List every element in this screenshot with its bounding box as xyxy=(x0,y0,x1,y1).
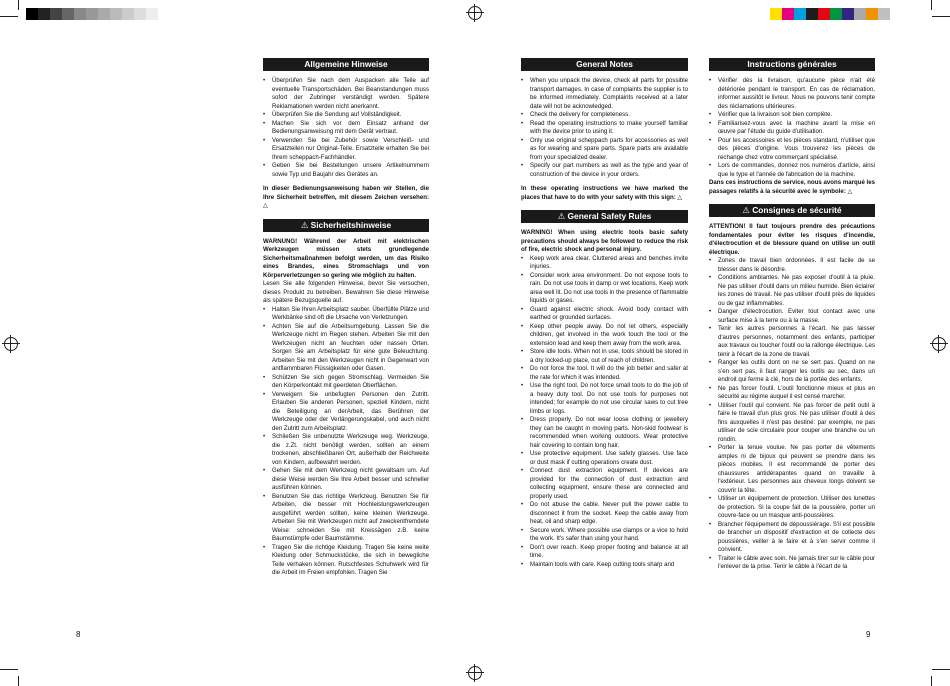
list-item: • Gehen Sie mit dem Werkzeug nicht gewaltsam um. Auf diese Weise werden Sie Ihre Arbeit besser und schneller ausführen können. xyxy=(263,467,429,493)
list-item: • Specify our part numbers as well as the type and year of construction of the device in your orders. xyxy=(521,162,688,179)
list-item: • Pour les accessoires et les pièces standard, n'utiliser que des pièces d'origine. Vous trouverez les pièces de rechange chez votre commerçant spécialisé. xyxy=(709,137,875,163)
column-english xyxy=(521,58,688,569)
registration-mark xyxy=(468,666,482,680)
grayscale-bar xyxy=(26,8,158,20)
list-item: • Vérifier dès la livraison, qu'aucune pièce n'ait été détériorée pendant le transport. En cas de réclamation, informer aussitôt le livreur. Nous ne pouvons tenir compte des réclamations ultérieures. xyxy=(709,77,875,111)
bullet-list xyxy=(709,77,875,179)
list-item: • Benutzen Sie das richtige Werkzeug. Benutzen Sie für Arbeiten, die besser mit Hochleistungswerkzeugen ausgeführt werden sollten, keine kleinen Werkzeuge. Arbeiten Sie mit Werkzeugen nicht auf zweckentfremdete Weise: schneiden Sie mit Kreissägen z.B. keine Baumstümpfe oder Baumstämme. xyxy=(263,493,429,544)
list-item: • Keep work area clear. Cluttered areas and benches invite injuries. xyxy=(521,255,688,272)
list-item: • Verwenden Sie bei Zubehör sowie Verschleiß- und Ersatzteilen nur Original-Teile. Ersatzteile erhalten Sie bei Ihrem scheppach-Fachhändler. xyxy=(263,137,429,163)
section-header: Allgemeine Hinweise xyxy=(263,58,429,71)
crop-mark xyxy=(0,16,18,17)
safety-note: Dans ces instructions de service, nous avons marqué les passages relatifs à la sécurité avec le symbole: △ xyxy=(709,179,875,195)
crop-mark xyxy=(931,676,932,686)
list-item: • Only use original scheppach parts for accessories as well as for wearing and spare parts. Spare parts are available from your specialized dealer. xyxy=(521,137,688,163)
list-item: • Read the operating instructions to make yourself familiar with the device prior to using it. xyxy=(521,120,688,137)
crop-mark xyxy=(932,16,950,17)
section-header: ⚠ Consignes de sécurité xyxy=(709,204,875,217)
safety-note: In these operating instructions we have marked the places that have to do with your safety with this sign: △ xyxy=(521,185,688,201)
bullet-list xyxy=(709,257,875,572)
crop-mark xyxy=(932,669,950,670)
crop-mark xyxy=(18,0,19,10)
column-german xyxy=(263,58,429,578)
column-french xyxy=(709,58,875,572)
list-item: • Secure work. Where possible use clamps or a vice to hold the work. It's safer than using your hand. xyxy=(521,527,688,544)
list-item: • Ranger les outils dont on ne se sert pas. Quand on ne s'en sert pas, il faut ranger les outils au sec, dans un endroit qui ferme à clé, hors de la portée des enfants. xyxy=(709,359,875,385)
list-item: • Überprüfen Sie die Sendung auf Vollständigkeit. xyxy=(263,111,429,120)
section-header: General Notes xyxy=(521,58,688,71)
list-item: • Ne pas forcer l'outil. L'outil fonctionne mieux et plus en sécurité au régime auquel il est censé marcher. xyxy=(709,385,875,402)
list-item: • Use the right tool. Do not force small tools to do the job of a heavy duty tool. Do not use tools for purposes not intended; for example do not use circular saws to cut tree limbs or logs. xyxy=(521,382,688,416)
list-item: • Maintain tools with care. Keep cutting tools sharp and xyxy=(521,561,688,570)
list-item: • Geben Sie bei Bestellungen unsere Artikelnummern sowie Typ und Baujahr des Gerätes an. xyxy=(263,162,429,179)
registration-mark xyxy=(4,337,18,351)
list-item: • Check the delivery for completeness. xyxy=(521,111,688,120)
page-number-right: 9 xyxy=(866,630,871,639)
bullet-list xyxy=(263,306,429,578)
section-header: ⚠ General Safety Rules xyxy=(521,210,688,223)
list-item: • Connect dust extraction equipment. If devices are provided for the connection of dust extraction and collecting equipment, ensure these are connected and properly used. xyxy=(521,467,688,501)
warning-text: ATTENTION! Il faut toujours prendre des précautions fondamentales pour éviter les risques d'incendie, d'électrocution et de blessure quand on utilise un outil électrique. xyxy=(709,223,875,256)
list-item: • Schützen Sie sich gegen Stromschlag. Vermeiden Sie den Körperkontakt mit geerdeten Oberflächen. xyxy=(263,374,429,391)
list-item: • Danger d'électrocution. Eviter tout contact avec une surface mise à la terre ou à la masse. xyxy=(709,308,875,325)
bullet-list xyxy=(521,255,688,570)
list-item: • Don't over reach. Keep proper footing and balance at all time. xyxy=(521,544,688,561)
list-item: • Utiliser l'outil qui convient. Ne pas forcer de petit outil à faire le travail d'un plus gros. Ne pas utiliser d'outil à des fins auxquelles il n'est pas destiné: par exemple, ne pas utiliser de scie circulaire pour couper une branche ou un rondin. xyxy=(709,402,875,445)
crop-mark xyxy=(931,0,932,10)
list-item: • Halten Sie Ihren Arbeitsplatz sauber. Überfüllte Plätze und Werkbänke sind oft die Ursache von Verletzungen. xyxy=(263,306,429,323)
warning-text: WARNUNG! Während der Arbeit mit elektrischen Werkzeugen müssen stets grundlegende Sicherheitsmaßnahmen befolgt werden, um das Risiko eines Brandes, eines Stromschlags und von Körperverletzungen so gering wie möglich zu halten. xyxy=(263,237,429,279)
bullet-list xyxy=(521,77,688,179)
list-item: • When you unpack the device, check all parts for possible transport damages. In case of complaints the supplier is to be informed immediately. Complaints received at a later date will not be acknowledged. xyxy=(521,77,688,111)
list-item: • Familiarisez-vous avec la machine avant la mise en œuvre par l'étude du guide d'utilisation. xyxy=(709,120,875,137)
list-item: • Consider work area environment. Do not expose tools to rain. Do not use tools in damp or wet locations. Keep work area well lit. Do not use tools in the presence of flammable liquids or gases. xyxy=(521,272,688,306)
list-item: • Guard against electric shock. Avoid body contact with earthed or grounded surfaces. xyxy=(521,306,688,323)
list-item: • Tragen Sie die richtige Kleidung. Tragen Sie keine weite Kleidung oder Schmuckstücke, die sich in bewegliche Teile verhaken können. Rutschfestes Schuhwerk wird für die Arbeit im Freien empfohlen. Tragen Sie xyxy=(263,544,429,578)
page-number-left: 8 xyxy=(76,630,81,639)
crop-mark xyxy=(18,676,19,686)
list-item: • Lors de commandes, donnez nos numéros d'article, ainsi que le type et l'année de fabrication de la machine. xyxy=(709,162,875,179)
list-item: • Porter la tenue voulue. Ne pas porter de vêtements amples ni de bijoux qui peuvent se prendre dans les pièces mobiles. Il est recommandé de porter des chaussures antidérapantes quand on travaille à l'extérieur. Les personnes aux cheveux longs doivent se couvrir la tête. xyxy=(709,444,875,495)
list-item: • Tenir les autres personnes à l'écart. Ne pas laisser d'autres personnes, notamment des enfants, participer aux travaux ou toucher l'outil ou la rallonge électrique. Les tenir à l'écart de la zone de travail. xyxy=(709,325,875,359)
list-item: • Dress properly. Do not wear loose clothing or jewellery they can be caught in moving parts. Non-skid footwear is recommended when working outdoors. Wear protective hair covering to contain long hair. xyxy=(521,416,688,450)
list-item: • Use protective equipment. Use safety glasses. Use face or dust mask if cutting operations create dust. xyxy=(521,450,688,467)
list-item: • Conditions ambiantes. Ne pas exposer d'outil à la pluie. Ne pas utiliser d'outil dans un milieu humide. Bien éclairer les zones de travail. Ne pas utiliser d'outil près de liquides ou de gaz inflammables. xyxy=(709,274,875,308)
section-header: Instructions générales xyxy=(709,58,875,71)
section-header: ⚠ Sicherheitshinweise xyxy=(263,219,429,232)
warning-text: WARNING! When using electric tools basic safety precautions should always be followed to reduce the risk of fire, electric shock and personal injury. xyxy=(521,229,688,253)
list-item: • Vérifier que la livraison soit bien complète. xyxy=(709,111,875,120)
list-item: • Store idle tools. When not in use, tools should be stored in a dry locked-up place, out of reach of children. xyxy=(521,348,688,365)
list-item: • Keep other people away. Do not let others, especially children, get involved in the work touch the tool or the extension lead and keep them away from the work area. xyxy=(521,323,688,349)
registration-mark xyxy=(932,337,946,351)
registration-mark xyxy=(468,6,482,20)
list-item: • Verweigern Sie unbefugten Personen den Zutritt. Erlauben Sie anderen Personen, speziell Kindern, nicht die Beteiligung an derArbeit, das Berühren der Werkzeuge oder der Verlängerungskabel, und auch nicht den Zutritt zum Arbeitsplatz. xyxy=(263,391,429,434)
list-item: • Zones de travail bien ordonnées. Il est facile de se blesser dans le désordre. xyxy=(709,257,875,274)
intro-text: Lesen Sie alle folgenden Hinweise, bevor Sie versuchen, dieses Produkt zu betreiben. Bewahren Sie diese Hinweise als spätere Bezugsquelle auf. xyxy=(263,280,429,304)
list-item: • Do not abuse the cable. Never pull the power cable to disconnect it from the socket. Keep the cable away from heat, oil and sharp edge. xyxy=(521,501,688,527)
color-bar xyxy=(770,8,890,20)
list-item: • Machen Sie sich vor dem Einsatz anhand der Bedienungsanweisung mit dem Gerät vertraut. xyxy=(263,120,429,137)
crop-mark xyxy=(0,669,18,670)
list-item: • Schließen Sie unbenutzte Werkzeuge weg. Werkzeuge, die z.Zt. nicht benötigt werden, sollten an einem trockenen, abschließbaren Ort, außerhalb der Reichweite von Kindern, aufbewahrt werden. xyxy=(263,433,429,467)
list-item: • Utiliser un équipement de protection. Utiliser des lunettes de protection. Si la coupe fait de la poussière, porter un couvre-face ou un masque anti-poussières. xyxy=(709,495,875,521)
safety-note: In dieser Bedienungsanweisung haben wir Stellen, die Ihre Sicherheit betreffen, mit diesem Zeichen versehen: △ xyxy=(263,185,429,209)
list-item: • Brancher l'équipement de dépoussiérage. S'il est possible de brancher un dispositif d'extraction et de collecte des poussières, veiller à le faire et à s'en servir comme il convient. xyxy=(709,521,875,555)
list-item: • Achten Sie auf die Arbeitsumgebung. Lassen Sie die Werkzeuge nicht im Regen stehen. Arbeiten Sie mit den Werkzeugen nicht an feuchten oder nassen Orten. Sorgen Sie am Arbeitsplatz für eine gute Beleuchtung. Arbeiten Sie mit den Werkzeugen nicht in Gegenwart von antflammbaren Flüssigkeiten oder Gasen. xyxy=(263,323,429,374)
list-item: • Do not force the tool. It will do the job better and safer at the rate for which it was intended. xyxy=(521,365,688,382)
bullet-list xyxy=(263,77,429,179)
list-item: • Traiter le câble avec soin. Ne jamais tirer sur le câble pour l'enlever de la prise. Tenir le câble à l'écart de la xyxy=(709,555,875,572)
list-item: • Überprüfen Sie nach dem Auspacken alle Teile auf eventuelle Transportschäden. Bei Beanstandungen muss sofort der Zubringer verständigt werden. Spätere Reklamationen werden nicht anerkannt. xyxy=(263,77,429,111)
